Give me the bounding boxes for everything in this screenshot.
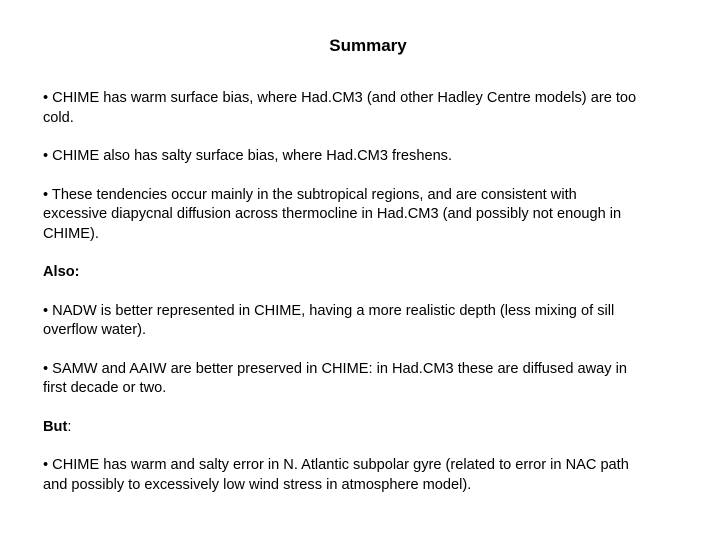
bullet-nadw: • NADW is better represented in CHIME, having a more realistic depth (less mixing of sill overflow water).: [43, 302, 615, 338]
spacer: [43, 399, 643, 418]
bullet-tendencies: • These tendencies occur mainly in the subtropical regions, and are consistent with excessive diapycnal diffusion across thermocline in Had.CM3 (and possibly not enough in CHIME).: [43, 186, 622, 242]
bullet-warm-bias: • CHIME has warm surface bias, where Had.CM3 (and other Hadley Centre models) are too cold.: [43, 90, 637, 126]
bullet-samw-aaiw: • SAMW and AAIW are better preserved in CHIME: in Had.CM3 these are diffused away in first decade or two.: [43, 360, 627, 396]
bullet-subpolar-error: • CHIME has warm and salty error in N. Atlantic subpolar gyre (related to error in NAC path and possibly to excessively low wind stress in atmosphere model).: [43, 457, 629, 493]
slide-body: [43, 89, 643, 495]
spacer: [43, 167, 643, 186]
spacer: [43, 128, 643, 147]
slide-title: Summary: [329, 36, 407, 55]
spacer: [43, 283, 643, 302]
spacer: [43, 341, 643, 360]
but-heading-line: [43, 418, 643, 438]
spacer: [43, 244, 643, 263]
also-heading: Also:: [43, 264, 80, 280]
but-colon: :: [67, 418, 72, 435]
spacer: [43, 437, 643, 456]
but-heading: But: [43, 418, 68, 435]
bullet-salty-bias: • CHIME also has salty surface bias, where Had.CM3 freshens.: [43, 148, 453, 164]
